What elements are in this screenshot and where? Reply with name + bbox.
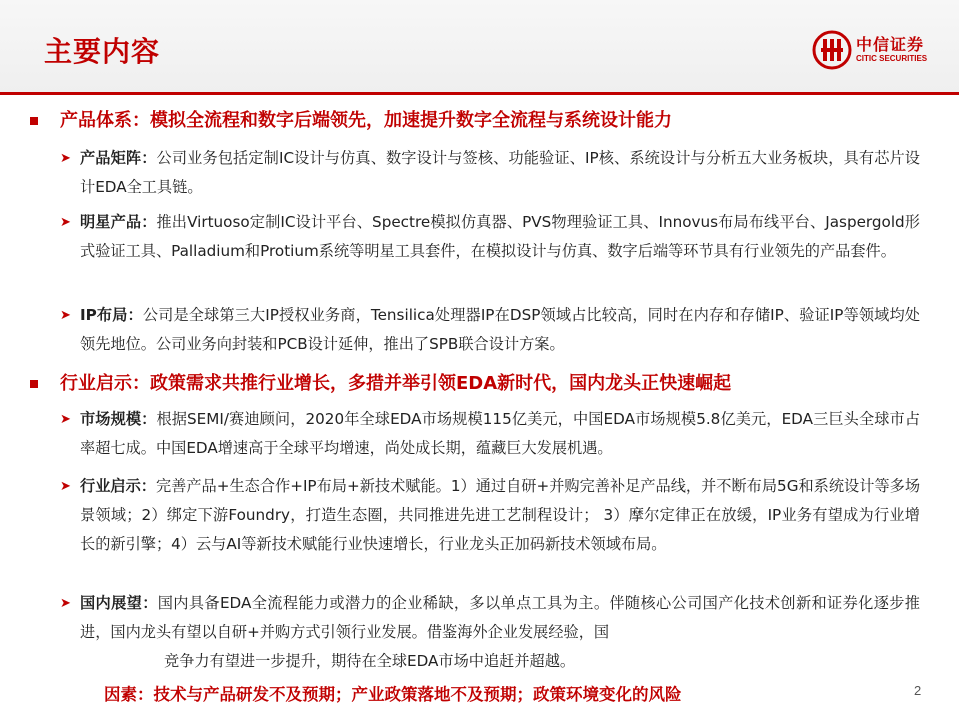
point-text-continued: 竞争力有望进一步提升，期待在全球EDA市场中追赶并超越。 [164,652,576,670]
logo-text-en: CITIC SECURITIES [856,54,928,63]
point-text: 根据SEMI/赛迪顾问，2020年全球EDA市场规模115亿美元，中国EDA市场规模5.8亿美元，EDA三巨头全球市占率超七成。中国EDA增速高于全球平均增速，尚处成长期，蕴藏巨大发展机遇。 [80,410,921,457]
header-divider [0,92,959,95]
arrow-bullet-icon: ➤ [60,215,71,230]
arrow-bullet-icon: ➤ [60,596,71,611]
risk-statement: 因素：技术与产品研发不及预期；产业政策落地不及预期；政策环境变化的风险 [104,685,682,704]
point-label: 产品矩阵： [80,149,157,167]
list-item-market-size [60,405,920,463]
page-title: 主要内容 [44,35,161,68]
header-bar [0,0,959,92]
page-number: 2 [914,683,922,698]
point-label: 明星产品： [80,213,157,231]
list-item-ip-layout [60,301,920,359]
citic-logo-icon [812,30,852,70]
list-item-star-products [60,208,920,266]
point-label: 市场规模： [80,410,157,428]
section-heading: 产品体系：模拟全流程和数字后端领先，加速提升数字全流程与系统设计能力 [60,110,672,131]
section-product-system [30,109,919,133]
point-label: 行业启示： [80,477,156,495]
arrow-bullet-icon: ➤ [60,308,71,323]
arrow-bullet-icon: ➤ [60,151,71,166]
section-heading: 行业启示：政策需求共推行业增长，多措并举引领EDA新时代，国内龙头正快速崛起 [60,373,732,394]
point-text: 公司业务包括定制IC设计与仿真、数字设计与签核、功能验证、IP核、系统设计与分析五大业务板块，具有芯片设计EDA全工具链。 [80,149,920,196]
point-text: 推出Virtuoso定制IC设计平台、Spectre模拟仿真器、PVS物理验证工具、Innovus布局布线平台、Jaspergold形式验证工具、Palladium和Protium系统等明星工具套件，在模拟设计与仿真、数字后端等环节具有行业领先的产品套件。 [80,213,920,260]
arrow-bullet-icon: ➤ [60,479,71,494]
list-item-product-matrix [60,144,920,202]
list-item-domestic-outlook [60,589,920,676]
point-text: 完善产品+生态合作+IP布局+新技术赋能。1）通过自研+并购完善补足产品线，并不断布局5G和系统设计等多场景领域；2）绑定下游Foundry，打造生态圈，共同推进先进工艺制程设计； 3）摩尔定律正在放缓，IP业务有望成为行业增长的新引擎；4）云与AI等新技术赋能行业快速增长，行业龙头正加码新技术领域布局。 [80,477,921,553]
logo-text-cn: 中信证券 [856,35,925,54]
point-text: 国内具备EDA全流程能力或潜力的企业稀缺，多以单点工具为主。伴随核心公司国产化技术创新和证券化逐步推进，国内龙头有望以自研+并购方式引领行业发展。借鉴海外企业发展经验，国 [80,594,920,641]
section-industry-insight [30,372,919,396]
square-bullet-icon [30,117,38,125]
square-bullet-icon [30,380,38,388]
arrow-bullet-icon: ➤ [60,412,71,427]
point-label: 国内展望： [80,594,158,612]
point-label: IP布局： [80,306,143,324]
point-text: 公司是全球第三大IP授权业务商，Tensilica处理器IP在DSP领域占比较高，同时在内存和存储IP、验证IP等领域均处领先地位。公司业务向封装和PCB设计延伸，推出了SPB联合设计方案。 [80,306,920,353]
list-item-industry-insight [60,472,920,559]
company-logo [812,30,947,70]
